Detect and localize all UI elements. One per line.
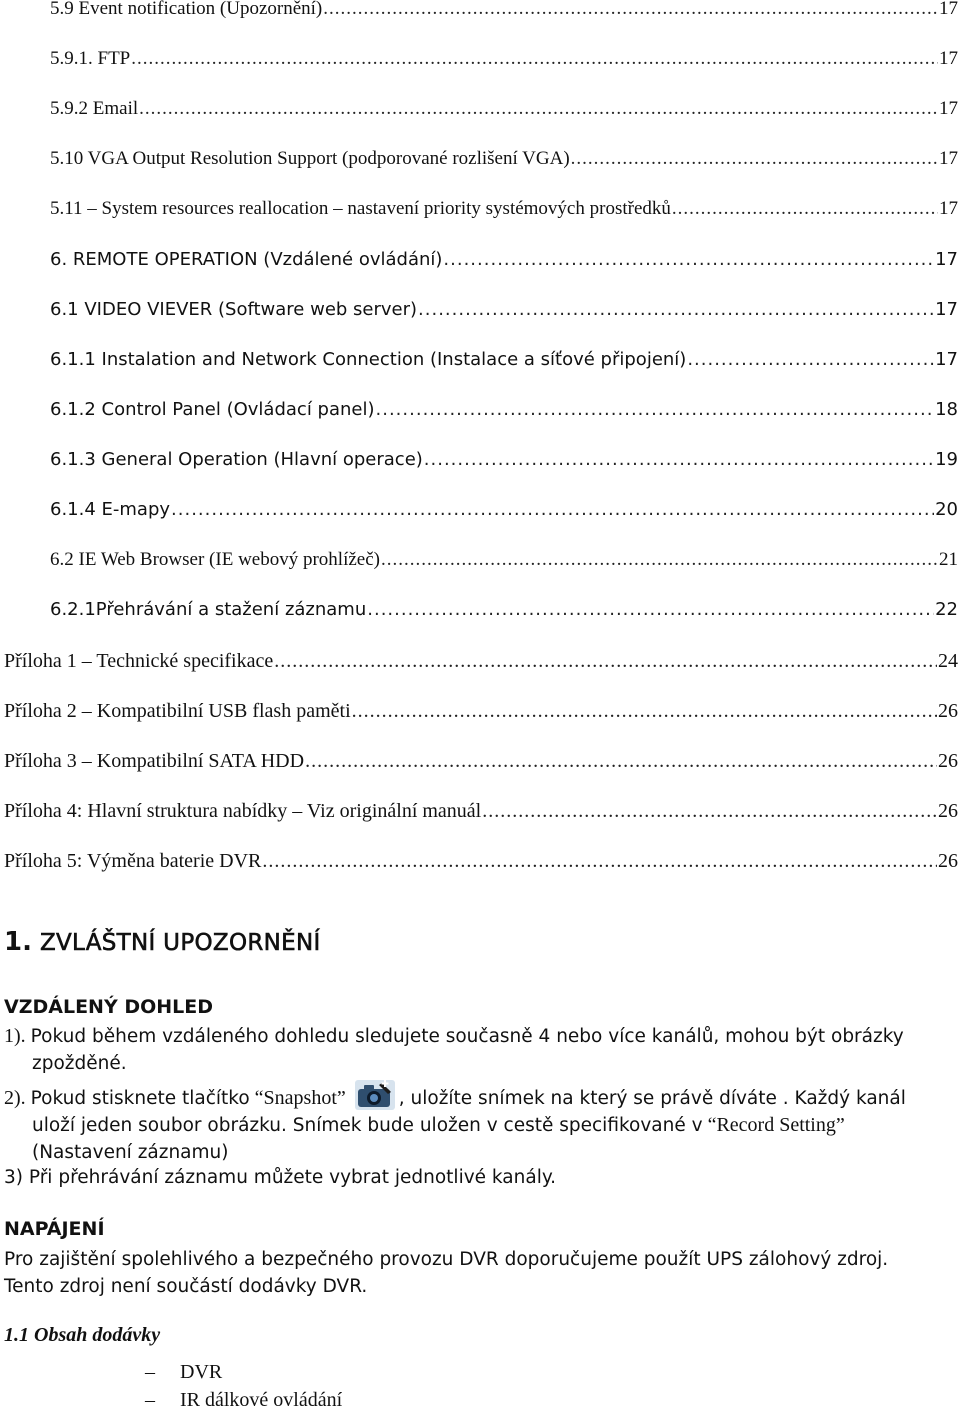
dot-leader xyxy=(424,448,934,472)
toc-page-number: 17 xyxy=(939,48,958,69)
dot-leader xyxy=(687,348,934,372)
toc-entry-text: 5.9 Event notification (Upozornění) xyxy=(50,0,323,19)
toc-entry-text: 5.9.1. FTP xyxy=(50,48,131,69)
item-text: Pokud stisknete tlačítko xyxy=(30,1088,250,1109)
toc-entry-text: 6.1.4 E-mapy xyxy=(50,499,171,520)
toc-entry[interactable] xyxy=(50,298,958,322)
toc-entry[interactable] xyxy=(4,849,958,873)
section-number: 1. xyxy=(4,927,32,957)
dot-leader xyxy=(171,498,934,522)
toc-entry-text: 6.1.3 General Operation (Hlavní operace) xyxy=(50,449,423,470)
toc-entry-text: Příloha 3 – Kompatibilní SATA HDD xyxy=(4,750,305,772)
toc-page-number: 26 xyxy=(938,800,958,822)
toc-entry[interactable] xyxy=(4,749,958,773)
item-continuation: zpožděné. xyxy=(32,1053,127,1074)
list-item xyxy=(145,1388,342,1412)
toc-entry[interactable] xyxy=(50,248,958,272)
snapshot-label: “Snapshot” xyxy=(254,1087,346,1109)
toc-entry-text: 5.9.2 Email xyxy=(50,98,139,119)
power-heading: NAPÁJENÍ xyxy=(4,1218,105,1240)
toc-page-number: 24 xyxy=(938,650,958,672)
power-line: Pro zajištění spolehlivého a bezpečného provozu DVR doporučujeme použít UPS zálohový zdroj. xyxy=(4,1249,889,1270)
toc-entry[interactable] xyxy=(50,47,958,71)
dot-leader xyxy=(352,699,937,723)
toc-page-number: 17 xyxy=(939,98,958,119)
toc-page-number: 19 xyxy=(935,449,958,470)
toc-entry[interactable] xyxy=(4,699,958,723)
dash-bullet: – xyxy=(145,1361,155,1383)
toc-page-number: 17 xyxy=(935,299,958,320)
list-item-text: DVR xyxy=(180,1361,223,1383)
dot-leader xyxy=(376,398,935,422)
toc-entry[interactable] xyxy=(4,799,958,823)
toc-page-number: 26 xyxy=(938,850,958,872)
toc-entry-text: Příloha 5: Výměna baterie DVR xyxy=(4,850,262,872)
item-continuation: uloží jeden soubor obrázku. Snímek bude uložen v cestě specifikované v “Record Setting” xyxy=(32,1114,845,1136)
remote-item-1 xyxy=(4,1023,944,1077)
toc-page-number: 18 xyxy=(935,399,958,420)
remote-item-3: 3) Při přehrávání záznamu můžete vybrat jednotlivé kanály. xyxy=(4,1167,557,1188)
dot-leader xyxy=(274,649,937,673)
dot-leader xyxy=(305,749,937,773)
toc-entry-text: 6.2.1Přehrávání a stažení záznamu xyxy=(50,599,367,620)
toc-entry-text: Příloha 4: Hlavní struktura nabídky – Viz originální manuál xyxy=(4,800,482,822)
camera-snapshot-icon xyxy=(355,1080,395,1110)
dot-leader xyxy=(131,47,938,71)
item-prefix: 2). xyxy=(4,1087,26,1109)
toc-entry-text: Příloha 1 – Technické specifikace xyxy=(4,650,274,672)
toc-page-number: 21 xyxy=(939,549,958,570)
toc-page-number: 17 xyxy=(939,148,958,169)
item-prefix: 1). xyxy=(4,1025,26,1047)
toc-page-number: 26 xyxy=(938,750,958,772)
toc-page-number: 17 xyxy=(939,198,958,219)
dot-leader xyxy=(482,799,937,823)
item-text: Pokud během vzdáleného dohledu sledujete současně 4 nebo více kanálů, mohou být obrázky xyxy=(30,1026,904,1047)
toc-page-number: 20 xyxy=(935,499,958,520)
toc-entry[interactable] xyxy=(50,197,958,221)
toc-page-number: 17 xyxy=(935,249,958,270)
toc-page-number: 17 xyxy=(935,349,958,370)
toc-entry-text: 6. REMOTE OPERATION (Vzdálené ovládání) xyxy=(50,249,443,270)
package-contents-heading: 1.1 Obsah dodávky xyxy=(4,1324,161,1346)
list-item xyxy=(145,1360,222,1384)
dot-leader xyxy=(262,849,937,873)
toc-entry[interactable] xyxy=(50,398,958,422)
toc-page-number: 22 xyxy=(935,599,958,620)
toc-entry[interactable] xyxy=(4,649,958,673)
toc-page-number: 17 xyxy=(939,0,958,19)
toc-entry-text: 6.1 VIDEO VIEVER (Software web server) xyxy=(50,299,418,320)
dot-leader xyxy=(139,97,938,121)
power-paragraph xyxy=(4,1246,944,1300)
toc-entry-text: Příloha 2 – Kompatibilní USB flash paměti xyxy=(4,700,351,722)
section-title: ZVLÁŠTNÍ UPOZORNĚNÍ xyxy=(39,930,321,956)
toc-entry[interactable] xyxy=(50,598,958,622)
toc-entry-text: 6.1.1 Instalation and Network Connection (Instalace a síťové připojení) xyxy=(50,349,687,370)
dot-leader xyxy=(367,598,934,622)
item-continuation: (Nastavení záznamu) xyxy=(32,1142,229,1163)
power-line: Tento zdroj není součástí dodávky DVR. xyxy=(4,1276,368,1297)
dash-bullet: – xyxy=(145,1389,155,1411)
dot-leader xyxy=(418,298,934,322)
toc-entry-text: 5.10 VGA Output Resolution Support (podporované rozlišení VGA) xyxy=(50,148,570,169)
toc-entry[interactable] xyxy=(50,348,958,372)
toc-entry[interactable] xyxy=(50,448,958,472)
dot-leader xyxy=(323,0,938,21)
dot-leader xyxy=(443,248,934,272)
list-item-text: IR dálkové ovládání xyxy=(180,1389,343,1411)
section-heading xyxy=(4,927,321,957)
toc-page-number: 26 xyxy=(938,700,958,722)
toc-entry[interactable] xyxy=(50,97,958,121)
remote-monitoring-heading: VZDÁLENÝ DOHLED xyxy=(4,996,213,1018)
toc-entry[interactable] xyxy=(50,147,958,171)
toc-entry[interactable] xyxy=(50,498,958,522)
toc-entry[interactable] xyxy=(50,548,958,572)
toc-entry[interactable] xyxy=(50,0,958,21)
dot-leader xyxy=(672,197,938,221)
dot-leader xyxy=(381,548,938,572)
dot-leader xyxy=(571,147,938,171)
remote-item-2 xyxy=(4,1080,944,1166)
toc-entry-text: 5.11 – System resources reallocation – nastavení priority systémových prostředků xyxy=(50,198,671,219)
toc-entry-text: 6.2 IE Web Browser (IE webový prohlížeč) xyxy=(50,549,380,570)
toc-entry-text: 6.1.2 Control Panel (Ovládací panel) xyxy=(50,399,375,420)
item-text: , uložíte snímek na který se právě díváte . Každý kanál xyxy=(398,1088,906,1109)
